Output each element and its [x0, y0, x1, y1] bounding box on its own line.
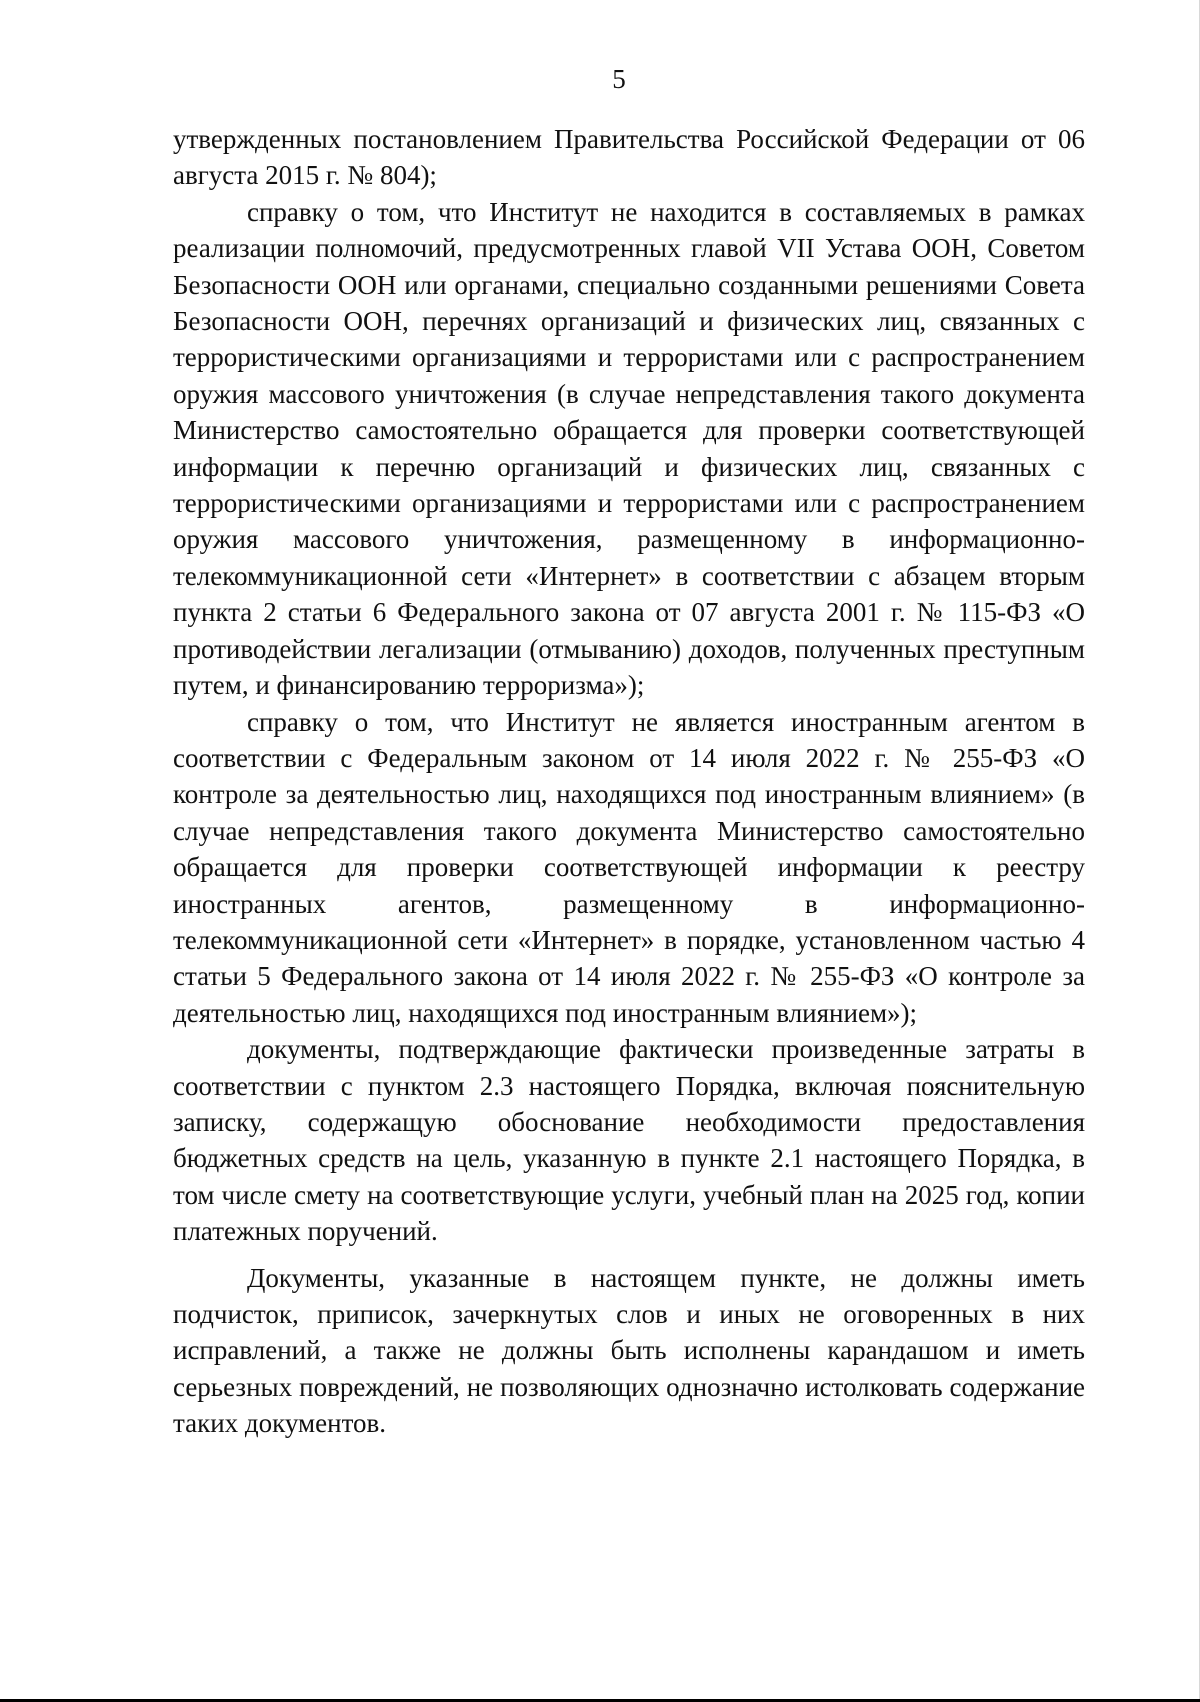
paragraph-un-sanctions-certificate: справку о том, что Институт не находится в составляемых в рамках реализации полномочий, предусмотренных главой VII Устава ООН, Советом Безопасности ООН или органами, специально созданными решениями Совета Безопасности ООН, перечнях организаций и физических лиц, связанных с террористическими организациями и террористами или с распространением оружия массового уничтожения (в случае непредставления такого документа Министерство самостоятельно обращается для проверки соответствующей информации к перечню организаций и физических лиц, связанных с террористическими организациями и террористами или с распространением оружия массового уничтожения, размещенному в информационно-телекоммуникационной сети «Интернет» в соответствии с абзацем вторым пункта 2 статьи 6 Федерального закона от 07 августа 2001 г. № 115-ФЗ «О противодействии легализации (отмыванию) доходов, полученных преступным путем, и финансированию терроризма»); — [173, 196, 1085, 701]
paragraph-document-requirements: Документы, указанные в настоящем пункте, не должны иметь подчисток, приписок, зачеркнутых слов и иных не оговоренных в них исправлений, а также не должны быть исполнены карандашом и иметь серьезных повреждений, не позволяющих однозначно истолковать содержание таких документов. — [173, 1262, 1085, 1439]
paragraph-continuation: утвержденных постановлением Правительства Российской Федерации от 06 августа 2015 г. № 804); — [173, 124, 1085, 191]
page-number: 5 — [612, 64, 626, 94]
paragraph-foreign-agent-certificate: справку о том, что Институт не является иностранным агентом в соответствии с Федеральным законом от 14 июля 2022 г. № 255-ФЗ «О контроле за деятельностью лиц, находящихся под иностранным влиянием» (в случае непредставления такого документа Министерство самостоятельно обращается для проверки соответствующей информации к реестру иностранных агентов, размещенному в информационно-телекоммуникационной сети «Интернет» в порядке, установленном частью 4 статьи 5 Федерального закона от 14 июля 2022 г. № 255-ФЗ «О контроле за деятельностью лиц, находящихся под иностранным влиянием»); — [173, 706, 1085, 1028]
document-body — [173, 121, 1085, 1442]
paragraph-expense-documents: документы, подтверждающие фактически произведенные затраты в соответствии с пунктом 2.3 настоящего Порядка, включая пояснительную записку, содержащую обоснование необходимости предоставления бюджетных средств на цель, указанную в пункте 2.1 настоящего Порядка, в том числе смету на соответствующие услуги, учебный план на 2025 год, копии платежных поручений. — [173, 1034, 1085, 1247]
